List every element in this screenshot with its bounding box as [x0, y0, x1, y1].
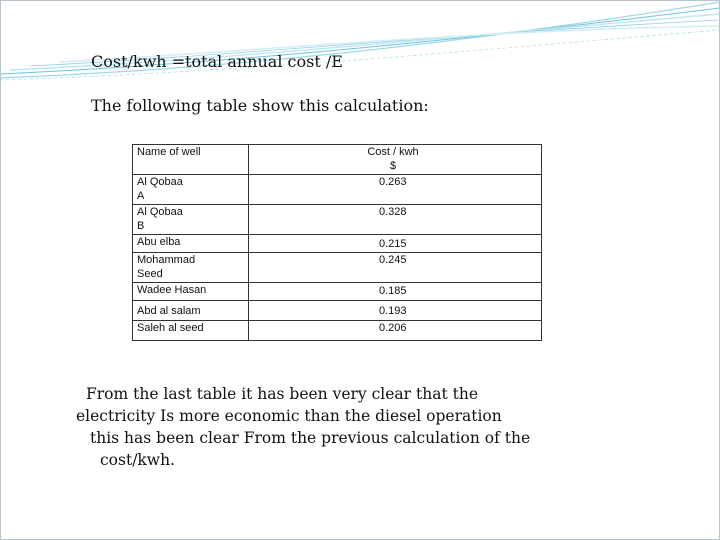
- conclusion-line: cost/kwh.: [100, 451, 175, 469]
- well-name-line: Abd al salam: [137, 304, 201, 317]
- cost-cell: 0.245: [249, 253, 542, 283]
- header-cost-unit: $: [389, 160, 397, 172]
- table-row: [133, 253, 542, 283]
- well-name-line: Seed: [137, 268, 163, 280]
- well-name-line: Mohammad: [137, 254, 196, 266]
- well-name-cell: [133, 301, 249, 321]
- intro-text: The following table show this calculation:: [91, 96, 429, 115]
- well-name-line: Saleh al seed: [137, 322, 204, 334]
- table-row: [133, 175, 542, 205]
- header-cost-label: Cost / kwh: [367, 146, 419, 158]
- well-name-line: Al Qobaa: [137, 176, 183, 188]
- table-header-row: [133, 145, 542, 175]
- well-name-line: Al Qobaa: [137, 206, 183, 218]
- well-name-line: B: [137, 220, 145, 232]
- conclusion-line: From the last table it has been very clear that the: [86, 385, 478, 403]
- cost-cell: 0.193: [249, 301, 542, 321]
- header-cost-per-kwh: [249, 145, 542, 175]
- well-name-cell: [133, 253, 249, 283]
- conclusion-line: electricity Is more economic than the diesel operation: [76, 407, 502, 425]
- well-name-cell: [133, 175, 249, 205]
- cost-table: [132, 144, 542, 341]
- table-row: [133, 301, 542, 321]
- table-row: [133, 205, 542, 235]
- cost-cell: 0.328: [249, 205, 542, 235]
- well-name-cell: [133, 235, 249, 253]
- cost-cell: 0.206: [249, 321, 542, 341]
- header-name-of-well: Name of well: [133, 145, 249, 175]
- conclusion-line: this has been clear From the previous calculation of the: [90, 429, 531, 447]
- table-row: [133, 235, 542, 253]
- well-name-line: A: [137, 190, 145, 202]
- well-name-line: Wadee Hasan: [137, 284, 207, 296]
- formula-text: Cost/kwh =total annual cost /E: [91, 52, 343, 71]
- cost-cell: 0.185: [249, 283, 542, 301]
- table-row: [133, 283, 542, 301]
- cost-cell: 0.215: [249, 235, 542, 253]
- well-name-cell: [133, 283, 249, 301]
- table-row: [133, 321, 542, 341]
- well-name-cell: [133, 205, 249, 235]
- well-name-line: Abu elba: [137, 236, 181, 248]
- well-name-cell: [133, 321, 249, 341]
- conclusion-paragraph: [74, 383, 574, 471]
- cost-cell: 0.263: [249, 175, 542, 205]
